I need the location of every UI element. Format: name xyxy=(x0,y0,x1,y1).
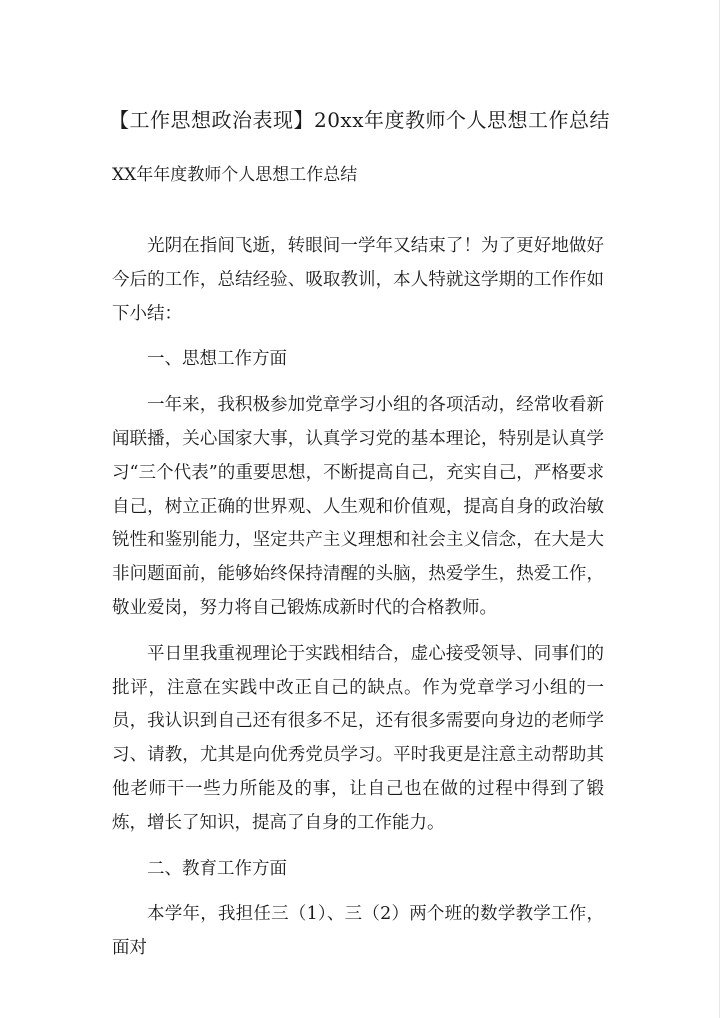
section-heading-thought: 一、思想工作方面 xyxy=(147,349,287,370)
paragraph-education-1: 本学年，我担任三（1）、三（2）两个班的数学教学工作，面对 xyxy=(112,904,604,959)
section-heading-education: 二、教育工作方面 xyxy=(147,858,287,879)
document-title: 【工作思想政治表现】20xx年度教师个人思想工作总结 xyxy=(108,108,610,132)
paragraph-thought-2: 平日里我重视理论于实践相结合，虚心接受领导、同事们的批评，注意在实践中改正自己的缺点。作为党章学习小组的一员，我认识到自己还有很多不足，还有很多需要向身边的老师学习、请教，尤其是向优秀党员学习。平时我更是注意主动帮助其他老师干一些力所能及的事，让自己也在做的过程中得到了锻炼，增长了知识，提高了自身的工作能力。 xyxy=(112,643,604,833)
paragraph-thought-1: 一年来，我积极参加党章学习小组的各项活动，经常收看新闻联播，关心国家大事，认真学习党的基本理论，特别是认真学习“三个代表”的重要思想，不断提高自己，充实自己，严格要求自己，树立正确的世界观、人生观和价值观，提高自身的政治敏锐性和鉴别能力，坚定共产主义理想和社会主义信念，在大是大非问题面前，能够始终保持清醒的头脑，热爱学生，热爱工作，敬业爱岗，努力将自己锻炼成新时代的合格教师。 xyxy=(112,395,604,618)
intro-paragraph: 光阴在指间飞逝，转眼间一学年又结束了！为了更好地做好今后的工作，总结经验、吸取教训，本人特就这学期的工作作如下小结： xyxy=(112,236,604,324)
document-body xyxy=(112,230,604,966)
document-subtitle: XX年年度教师个人思想工作总结 xyxy=(112,165,358,185)
